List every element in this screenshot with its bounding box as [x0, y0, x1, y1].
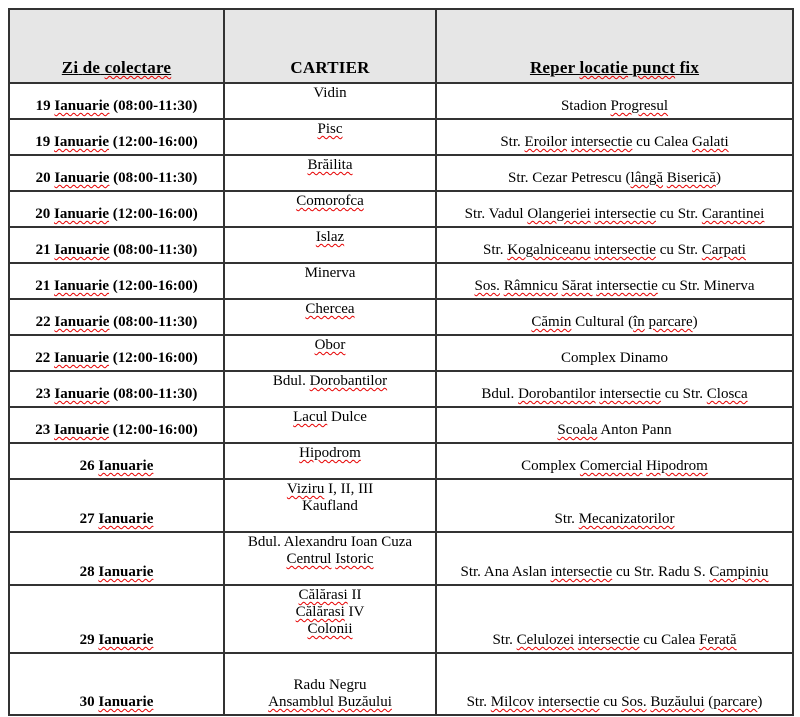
- table-row: [9, 443, 793, 479]
- district-line: [227, 301, 433, 318]
- misspelled-word: Comercial: [579, 458, 643, 474]
- district-line: Călărasi II: [298, 587, 362, 603]
- misspelled-word: Ianuarie: [54, 170, 110, 186]
- district-cell: [224, 335, 436, 371]
- misspelled-word: Buzăului: [337, 694, 392, 710]
- table-row: [9, 119, 793, 155]
- misspelled-word: parcare: [648, 314, 693, 330]
- misspelled-word: Milcov: [490, 694, 535, 710]
- day-cell: [9, 532, 224, 585]
- misspelled-word: Scoala: [557, 422, 598, 438]
- table-row: [9, 83, 793, 119]
- district-line: Bdul. Dorobantilor: [272, 373, 388, 389]
- district-line: Lacul Dulce: [293, 409, 367, 425]
- misspelled-word: Ferată: [699, 632, 737, 648]
- district-cell: [224, 227, 436, 263]
- district-line: Minerva: [304, 265, 356, 281]
- district-line: [227, 157, 433, 174]
- landmark-label: Complex Comercial Hipodrom: [521, 458, 708, 474]
- misspelled-word: Râmnicu: [503, 278, 558, 294]
- district-cell: [224, 119, 436, 155]
- misspelled-word: Călărasi: [295, 604, 345, 620]
- district-line: Vidin: [313, 85, 347, 101]
- misspelled-word: parcare: [713, 694, 758, 710]
- misspelled-word: intersectie: [594, 206, 657, 222]
- landmark-label: Str. Milcov intersectie cu Sos. Buzăului (parcare): [466, 694, 763, 710]
- day-label: 21 Ianuarie (12:00-16:00): [35, 278, 198, 294]
- misspelled-word: Lacul: [293, 409, 328, 425]
- day-label: 27 Ianuarie: [79, 511, 154, 527]
- day-cell: [9, 299, 224, 335]
- district-line: [227, 621, 433, 638]
- misspelled-word: Hipodrom: [299, 445, 361, 461]
- landmark-label: Str. Eroilor intersectie cu Calea Galati: [500, 134, 729, 150]
- misspelled-word: Islaz: [315, 229, 345, 245]
- landmark-label: Str. Mecanizatorilor: [554, 511, 675, 527]
- table-row: [9, 335, 793, 371]
- schedule-body: [9, 83, 793, 715]
- landmark-cell: [436, 532, 793, 585]
- header-row: [9, 9, 793, 83]
- misspelled-word: Ianuarie: [54, 314, 110, 330]
- misspelled-word: Centrul: [286, 551, 332, 567]
- landmark-label: Str. Celulozei intersectie cu Calea Ferată: [492, 632, 737, 648]
- table-row: [9, 227, 793, 263]
- landmark-label: Str. Kogalniceanu intersectie cu Str. Carpati: [483, 242, 746, 258]
- misspelled-word: colectare: [104, 58, 172, 77]
- misspelled-word: Colonii: [307, 621, 353, 637]
- district-cell: [224, 479, 436, 532]
- landmark-label: Str. Cezar Petrescu (lângă Biserică): [508, 170, 721, 186]
- landmark-label: Scoala Anton Pann: [557, 422, 672, 438]
- misspelled-word: Campiniu: [709, 564, 769, 580]
- day-label: 23 Ianuarie (08:00-11:30): [35, 386, 198, 402]
- table-row: [9, 371, 793, 407]
- district-line: Călărasi IV: [295, 604, 365, 620]
- header-landmark: [436, 9, 793, 83]
- misspelled-word: Biserică: [666, 170, 716, 186]
- day-cell: [9, 407, 224, 443]
- day-cell: [9, 479, 224, 532]
- landmark-label: Str. Vadul Olangeriei intersectie cu Str. Carantinei: [464, 206, 765, 222]
- misspelled-word: intersectie: [537, 694, 600, 710]
- misspelled-word: Dorobantilor: [309, 373, 388, 389]
- day-label: 21 Ianuarie (08:00-11:30): [35, 242, 198, 258]
- day-label: 22 Ianuarie (12:00-16:00): [35, 350, 198, 366]
- day-cell: [9, 371, 224, 407]
- header-day: [9, 9, 224, 83]
- misspelled-word: Ianuarie: [54, 134, 110, 150]
- landmark-label: Bdul. Dorobantilor intersectie cu Str. Closca: [481, 386, 748, 402]
- misspelled-word: Ianuarie: [98, 564, 154, 580]
- district-line: [227, 694, 433, 711]
- day-cell: [9, 191, 224, 227]
- misspelled-word: Obor: [314, 337, 346, 353]
- landmark-cell: [436, 83, 793, 119]
- landmark-cell: [436, 335, 793, 371]
- misspelled-word: Olangeriei: [527, 206, 591, 222]
- landmark-cell: [436, 479, 793, 532]
- district-cell: [224, 653, 436, 715]
- misspelled-word: Istoric: [335, 551, 374, 567]
- misspelled-word: Closca: [706, 386, 748, 402]
- misspelled-word: Ianuarie: [98, 694, 154, 710]
- day-cell: [9, 155, 224, 191]
- district-cell: [224, 532, 436, 585]
- day-label: 30 Ianuarie: [79, 694, 154, 710]
- table-row: [9, 263, 793, 299]
- landmark-label: Cămin Cultural (în parcare): [531, 314, 698, 330]
- misspelled-word: intersectie: [577, 632, 640, 648]
- misspelled-word: Comorofca: [296, 193, 364, 209]
- table-row: [9, 191, 793, 227]
- header-district-label: CARTIER: [290, 58, 370, 77]
- header-landmark-label: Reper locatie punct fix: [529, 58, 700, 77]
- district-line: [227, 229, 433, 246]
- day-cell: [9, 83, 224, 119]
- misspelled-word: Celulozei: [516, 632, 575, 648]
- table-row: [9, 585, 793, 653]
- district-cell: [224, 407, 436, 443]
- misspelled-word: Sărat: [561, 278, 593, 294]
- collection-schedule-table: [8, 8, 794, 716]
- day-cell: [9, 119, 224, 155]
- day-label: 19 Ianuarie (08:00-11:30): [35, 98, 198, 114]
- landmark-cell: [436, 155, 793, 191]
- header-day-label: Zi de colectare: [61, 58, 172, 77]
- district-line: [227, 121, 433, 138]
- district-line: [227, 193, 433, 210]
- landmark-cell: [436, 191, 793, 227]
- header-district: [224, 9, 436, 83]
- district-cell: [224, 299, 436, 335]
- district-cell: [224, 83, 436, 119]
- landmark-cell: [436, 299, 793, 335]
- misspelled-word: intersectie: [550, 564, 613, 580]
- misspelled-word: Kogalniceanu: [507, 242, 591, 258]
- landmark-cell: [436, 585, 793, 653]
- day-cell: [9, 653, 224, 715]
- district-cell: [224, 371, 436, 407]
- district-line: Bdul. Alexandru Ioan Cuza: [247, 534, 413, 550]
- misspelled-word: Sos.: [621, 694, 647, 710]
- misspelled-word: Pisc: [317, 121, 343, 137]
- day-label: 22 Ianuarie (08:00-11:30): [35, 314, 198, 330]
- landmark-cell: [436, 653, 793, 715]
- misspelled-word: Hipodrom: [646, 458, 708, 474]
- landmark-cell: [436, 371, 793, 407]
- landmark-cell: [436, 443, 793, 479]
- landmark-label: Str. Ana Aslan intersectie cu Str. Radu S. Campiniu: [460, 564, 769, 580]
- misspelled-word: Chercea: [305, 301, 355, 317]
- table-row: [9, 299, 793, 335]
- misspelled-word: Ianuarie: [98, 511, 154, 527]
- misspelled-word: intersectie: [599, 386, 661, 402]
- district-cell: [224, 585, 436, 653]
- day-label: 26 Ianuarie: [79, 458, 154, 474]
- district-cell: [224, 155, 436, 191]
- landmark-cell: [436, 407, 793, 443]
- misspelled-word: Galati: [692, 134, 729, 150]
- day-label: 19 Ianuarie (12:00-16:00): [35, 134, 198, 150]
- misspelled-word: Călărasi: [298, 587, 348, 603]
- misspelled-word: punct: [632, 58, 676, 77]
- landmark-cell: [436, 119, 793, 155]
- misspelled-word: Dorobantilor: [518, 386, 596, 402]
- misspelled-word: intersectie: [596, 278, 658, 294]
- table-row: [9, 532, 793, 585]
- table-row: [9, 653, 793, 715]
- misspelled-word: Carantinei: [701, 206, 765, 222]
- misspelled-word: Cămin: [531, 314, 572, 330]
- district-line: [227, 445, 433, 462]
- landmark-label: Stadion Progresul: [560, 98, 669, 114]
- misspelled-word: Ianuarie: [54, 350, 110, 366]
- day-cell: [9, 335, 224, 371]
- district-line: [227, 337, 433, 354]
- day-cell: [9, 263, 224, 299]
- landmark-cell: [436, 227, 793, 263]
- misspelled-word: Eroilor: [524, 134, 568, 150]
- misspelled-word: Sos.: [474, 278, 500, 294]
- district-line: Radu Negru: [293, 677, 367, 693]
- misspelled-word: Ianuarie: [54, 386, 110, 402]
- misspelled-word: intersectie: [594, 242, 656, 258]
- table-row: [9, 155, 793, 191]
- district-line: Kaufland: [302, 498, 358, 514]
- misspelled-word: Viziru: [286, 481, 325, 497]
- day-cell: [9, 227, 224, 263]
- misspelled-word: locatie: [579, 58, 629, 77]
- misspelled-word: Ianuarie: [54, 206, 110, 222]
- misspelled-word: Ianuarie: [54, 278, 110, 294]
- misspelled-word: Ianuarie: [54, 242, 110, 258]
- misspelled-word: Ianuarie: [98, 458, 154, 474]
- misspelled-word: Progresul: [610, 98, 669, 114]
- district-cell: [224, 191, 436, 227]
- misspelled-word: lângă: [630, 170, 664, 186]
- misspelled-word: Carpati: [701, 242, 746, 258]
- district-cell: [224, 443, 436, 479]
- day-cell: [9, 443, 224, 479]
- misspelled-word: în: [633, 314, 645, 330]
- table-row: [9, 479, 793, 532]
- day-label: 20 Ianuarie (12:00-16:00): [35, 206, 198, 222]
- day-label: 20 Ianuarie (08:00-11:30): [35, 170, 198, 186]
- misspelled-word: Mecanizatorilor: [578, 511, 675, 527]
- landmark-label: Sos. Râmnicu Sărat intersectie cu Str. Minerva: [474, 278, 755, 294]
- misspelled-word: Ianuarie: [54, 98, 110, 114]
- misspelled-word: Ansamblul: [268, 694, 334, 710]
- misspelled-word: Ianuarie: [98, 632, 154, 648]
- landmark-label: Complex Dinamo: [560, 350, 669, 366]
- landmark-cell: [436, 263, 793, 299]
- district-cell: [224, 263, 436, 299]
- table-row: [9, 407, 793, 443]
- district-line: Viziru I, II, III: [286, 481, 374, 497]
- day-cell: [9, 585, 224, 653]
- day-label: 29 Ianuarie: [79, 632, 154, 648]
- misspelled-word: intersectie: [570, 134, 633, 150]
- district-line: [227, 551, 433, 568]
- misspelled-word: Brăilita: [307, 157, 353, 173]
- day-label: 28 Ianuarie: [79, 564, 154, 580]
- misspelled-word: Buzăului: [650, 694, 705, 710]
- day-label: 23 Ianuarie (12:00-16:00): [35, 422, 198, 438]
- misspelled-word: Ianuarie: [54, 422, 110, 438]
